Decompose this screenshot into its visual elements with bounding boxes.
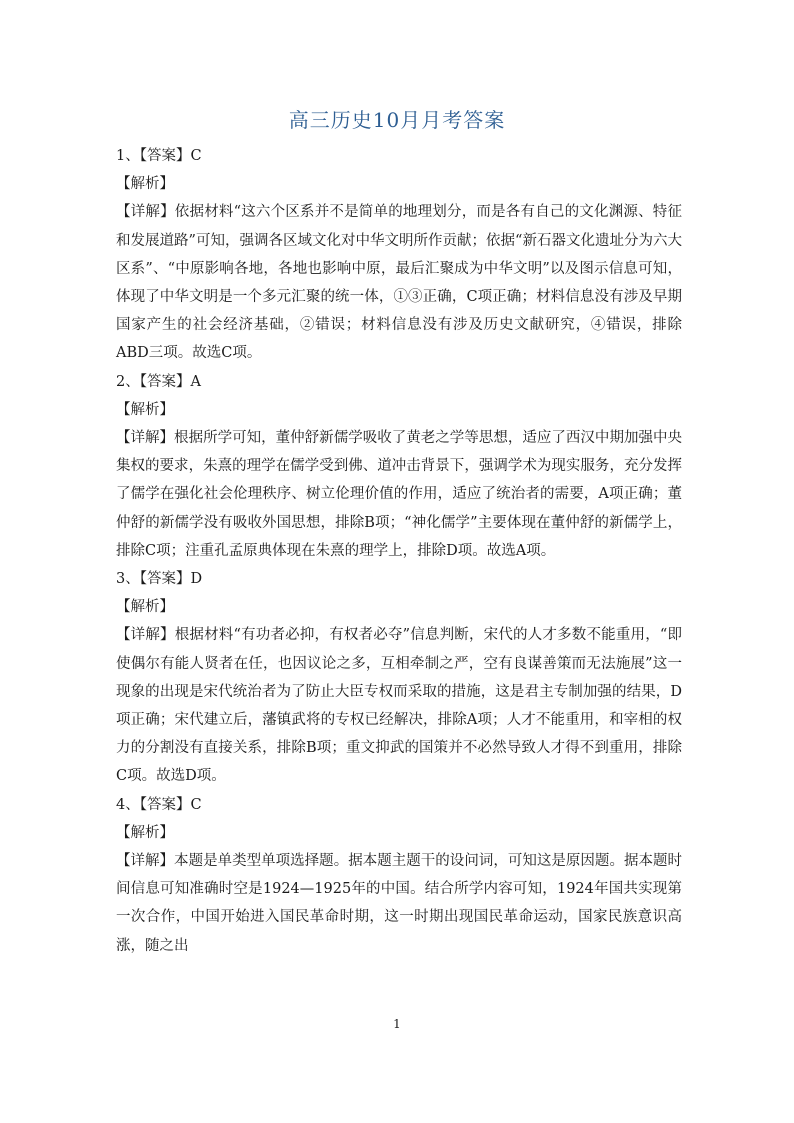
question-1 xyxy=(116,142,682,368)
page-number: 1 xyxy=(393,1017,401,1031)
answer-line: 3、【答案】D xyxy=(116,571,203,588)
detail-text: 【详解】依据材料“这六个区系并不是简单的地理划分，而是各有自己的文化渊源、特征和发展道路”可知，强调各区域文化对中华文明所作贡献；依据“新石器文化遗址分为六大区系”、“中原影响各地，各地也影响中原，最后汇聚成为中华文明”以及图示信息可知，体现了中华文明是一个多元汇聚的统一体，①③正确，C项正确；材料信息没有涉及早期国家产生的社会经济基础，②错误；材料信息没有涉及历史文献研究，④错误，排除ABD三项。故选C项。 xyxy=(116,204,682,362)
detail-text: 【详解】本题是单类型单项选择题。据本题主题干的设问词，可知这是原因题。据本题时间信息可知准确时空是1924—1925年的中国。结合所学内容可知，1924年国共实现第一次合作，中国开始进入国民革命时期，这一时期出现国民革命运动，国家民族意识高涨，随之出 xyxy=(116,853,682,954)
answer-line: 2、【答案】A xyxy=(116,373,201,390)
analysis-label: 【解析】 xyxy=(116,401,174,418)
analysis-label: 【解析】 xyxy=(116,599,174,616)
question-3 xyxy=(116,565,682,791)
answer-line: 1、【答案】C xyxy=(116,148,202,164)
question-2 xyxy=(116,368,682,565)
analysis-label: 【解析】 xyxy=(116,176,174,193)
answer-content xyxy=(116,142,682,960)
answer-line: 4、【答案】C xyxy=(116,796,202,813)
analysis-label: 【解析】 xyxy=(116,824,174,841)
detail-text: 【详解】根据所学可知，董仲舒新儒学吸收了黄老之学等思想，适应了西汉中期加强中央集权的要求，朱熹的理学在儒学受到佛、道冲击背景下，强调学术为现实服务，充分发挥了儒学在强化社会伦理秩序、树立伦理价值的作用，适应了统治者的需要，A项正确；董仲舒的新儒学没有吸收外国思想，排除B项；“神化儒学”主要体现在董仲舒的新儒学上，排除C项；注重孔孟原典体现在朱熹的理学上，排除D项。故选A项。 xyxy=(116,430,682,559)
detail-text: 【详解】根据材料“有功者必抑，有权者必夺”信息判断，宋代的人才多数不能重用，“即使偶尔有能人贤者在任，也因议论之多，互相牵制之严，空有良谋善策而无法施展”这一现象的出现是宋代统治者为了防止大臣专权而采取的措施，这是君主专制加强的结果，D项正确；宋代建立后，藩镇武将的专权已经解决，排除A项；人才不能重用，和宰相的权力的分割没有直接关系，排除B项；重文抑武的国策并不必然导致人才得不到重用，排除C项。故选D项。 xyxy=(116,627,682,785)
page-title: 高三历史10月月考答案 xyxy=(288,108,506,132)
question-4 xyxy=(116,791,682,960)
